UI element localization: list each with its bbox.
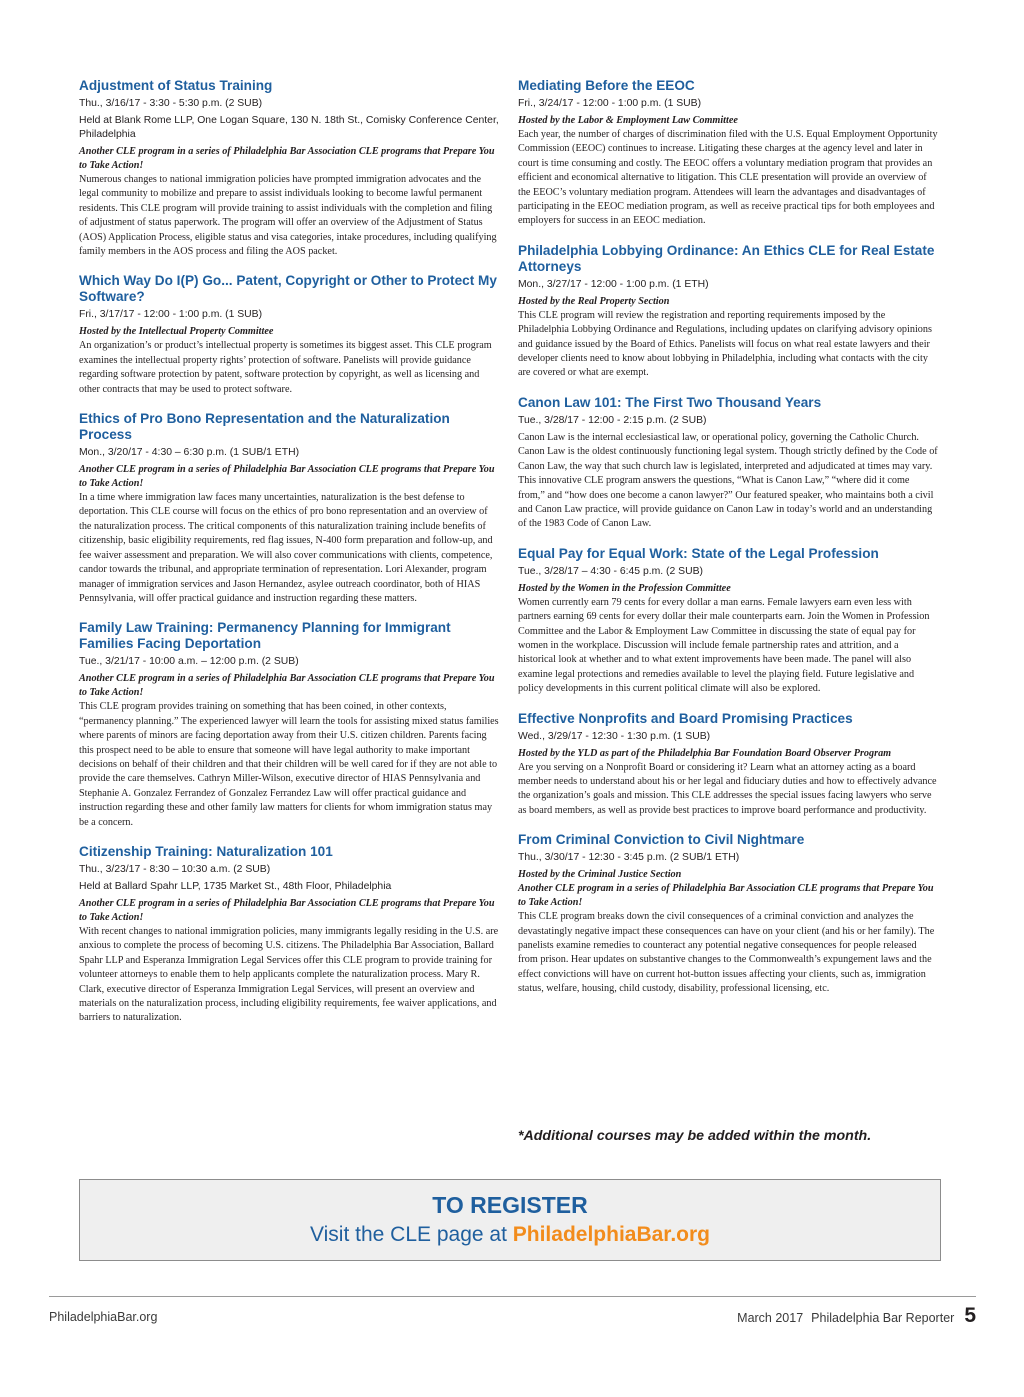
event-date: Fri., 3/17/17 - 12:00 - 1:00 p.m. (1 SUB) xyxy=(79,309,263,321)
event-series-note: Another CLE program in a series of Philadelphia Bar Association CLE programs that Prepare You to Take Action! xyxy=(79,673,495,699)
additional-courses-note: *Additional courses may be added within the month. xyxy=(518,1128,872,1144)
event-location: Held at Ballard Spahr LLP, 1735 Market St., 48th Floor, Philadelphia xyxy=(79,880,392,892)
event-date: Mon., 3/20/17 - 4:30 – 6:30 p.m. (1 SUB/1 ETH) xyxy=(79,447,300,459)
event-date: Tue., 3/28/17 - 12:00 - 2:15 p.m. (2 SUB) xyxy=(518,414,707,426)
left-column xyxy=(79,78,500,1040)
page-number: 5 xyxy=(964,1304,976,1327)
cle-event xyxy=(79,411,500,606)
event-host: Hosted by the Real Property Section xyxy=(518,295,670,307)
event-description: Numerous changes to national immigration policies have prompted immigration advocates and the legal community to mobilize and prepare to assist individuals looking to become lawful permanent residents. This CLE program will provide training to assist individuals with the completion and filing of adjustment of status paperwork. The program will offer an overview of the Adjustment of Status (AOS) Application Process, eligible status and visa categories, intake procedures, including qualifying family members in the AOS process and filing the AOS packet. xyxy=(79,174,497,258)
event-description: With recent changes to national immigration policies, many immigrants legally residing in the U.S. are anxious to complete the process of becoming U.S. citizens. The Philadelphia Bar Association, Ballard Spahr LLP and Esperanza Immigration Legal Services offer this CLE program to provide training for volunteer attorneys to enable them to help applicants complete the naturalization process. Mary R. Clark, executive director of Esperanza Immigration Legal Services, will present an overview and materials on the naturalization process, including eligibility requirements, fee waiver applications, and barriers to naturalization. xyxy=(79,925,499,1024)
event-date: Wed., 3/29/17 - 12:30 - 1:30 p.m. (1 SUB) xyxy=(518,730,711,742)
event-title[interactable]: Effective Nonprofits and Board Promising Practices xyxy=(518,710,853,726)
event-date: Fri., 3/24/17 - 12:00 - 1:00 p.m. (1 SUB) xyxy=(518,98,702,109)
event-series-note: Another CLE program in a series of Philadelphia Bar Association CLE programs that Prepare You to Take Action! xyxy=(79,897,495,923)
event-series-note: Another CLE program in a series of Philadelphia Bar Association CLE programs that Prepare You to Take Action! xyxy=(518,883,934,909)
cle-event xyxy=(518,243,938,381)
event-title[interactable]: Canon Law 101: The First Two Thousand Years xyxy=(518,394,822,410)
event-description: Women currently earn 79 cents for every dollar a man earns. Female lawyers earn even less with partners earning 69 cents for every dollar their male counterparts earn. Join the Women in Profession Committee and the Labor & Employment Law Committee in discussing the state of equal pay for women in the workplace. Discussion will include female partnership rates and attrition, and a historical look at whether and to what extent improvements have been made. The panel will also examine legal protections and remedies available to level the playing field. Future legislative and policy developments in this current political climate will also be explored. xyxy=(518,596,930,695)
cle-event xyxy=(79,273,500,397)
event-title[interactable]: Family Law Training: Permanency Planning for Immigrant Families Facing Deportation xyxy=(79,620,451,652)
event-host: Hosted by the Labor & Employment Law Committee xyxy=(518,115,738,126)
event-title[interactable]: Ethics of Pro Bono Representation and the Naturalization Process xyxy=(79,411,450,443)
register-prefix: Visit the CLE page at xyxy=(310,1223,513,1246)
event-title[interactable]: From Criminal Conviction to Civil Nightmare xyxy=(518,832,805,848)
event-series-note: Another CLE program in a series of Philadelphia Bar Association CLE programs that Prepare You to Take Action! xyxy=(79,464,495,490)
event-host: Hosted by the Women in the Profession Committee xyxy=(518,582,731,594)
register-heading: TO REGISTER xyxy=(432,1192,588,1218)
event-date: Tue., 3/28/17 – 4:30 - 6:45 p.m. (2 SUB) xyxy=(518,565,704,577)
event-location: Held at Blank Rome LLP, One Logan Square, 130 N. 18th St., Comisky Conference Center, Philadelphia xyxy=(79,115,499,140)
register-link[interactable]: PhiladelphiaBar.org xyxy=(512,1223,710,1246)
footer-publication: Philadelphia Bar Reporter xyxy=(811,1311,955,1325)
cle-event xyxy=(518,395,938,532)
cle-event xyxy=(518,78,938,229)
cle-event xyxy=(79,620,500,830)
event-date: Thu., 3/16/17 - 3:30 - 5:30 p.m. (2 SUB) xyxy=(79,98,263,109)
event-description: Are you serving on a Nonprofit Board or considering it? Learn what an attorney acting as a board member needs to understand about his or her legal and fiduciary duties and how to effectively advance the organization’s goals and mission. This CLE addresses the special issues facing lawyers who serve as board members, as well as provide best practices to improve board performance and productivity. xyxy=(518,761,937,816)
event-description: An organization’s or product’s intellectual property is sometimes its biggest asset. This CLE program examines the intellectual property rights’ protection of software. Panelists will provide guidance regarding software protection by patent, software protection by copyright, as well as licensing and other contracts that may be used to protect software. xyxy=(79,340,492,395)
event-title[interactable]: Adjustment of Status Training xyxy=(79,78,273,93)
event-date: Tue., 3/21/17 - 10:00 a.m. – 12:00 p.m. (2 SUB) xyxy=(79,656,299,668)
event-date: Thu., 3/23/17 - 8:30 – 10:30 a.m. (2 SUB) xyxy=(79,863,271,875)
cle-event xyxy=(518,546,938,697)
cle-event xyxy=(79,844,500,1026)
event-description: This CLE program breaks down the civil consequences of a criminal conviction and analyzes the devastatingly negative impact these consequences can have on your client (and his or her family). The panelists examine remedies to counteract any potential negative consequences for people released from prison. Hear updates on substantive changes to the Commonwealth’s expungement laws and the effect convictions will have on current hot-button issues affecting your clients, such as, immigration status, welfare, housing, child custody, disability, professional licensing, etc. xyxy=(518,911,935,995)
cle-event xyxy=(79,78,500,259)
event-description: Each year, the number of charges of discrimination filed with the U.S. Equal Employment Opportunity Commission (EEOC) continues to increase. Litigating these charges at the agency level and later in court is time consuming and costly. The EEOC offers a voluntary mediation program that provides an efficient and economical alternative to litigation. This CLE presentation will provide an overview of the EEOC’s voluntary mediation program. Attendees will learn the advantages and disadvantages of participating in the EEOC mediation program, as well as receive practical tips for both employees and employers for success in an EEOC mediation. xyxy=(518,129,938,227)
event-title[interactable]: Philadelphia Lobbying Ordinance: An Ethics CLE for Real Estate Attorneys xyxy=(518,242,935,274)
register-line xyxy=(80,1221,940,1249)
event-description: This CLE program will review the registration and reporting requirements imposed by the Philadelphia Lobbying Ordinance and Regulations, including updates on clarifying advisory opinions and guidance issued by the Board of Ethics. Panelists will focus on what real estate lawyers and their developer clients need to know about lobbying in Philadelphia, including what contacts with the city are covered or what are exempt. xyxy=(518,309,932,379)
event-title[interactable]: Which Way Do I(P) Go... Patent, Copyright or Other to Protect My Software? xyxy=(79,273,497,305)
event-description: In a time where immigration law faces many uncertainties, naturalization is the best defense to deportation. This CLE course will focus on the ethics of pro bono representation and an overview of the naturalization process. The critical components of this naturalization training include benefits of citizenship, basic eligibility requirements, red flag issues, N-400 form preparation and follow-up, and fee waiver assessment and preparation. We will also cover communications with clients, competence, candor towards the tribunal, and appropriate termination of representation. Lori Alexander, program manager of immigration services and Jason Hernandez, asylee outreach coordinator, both of HIAS Pennsylvania, will offer practical guidance and instruction regarding these matters. xyxy=(79,492,493,604)
footer-info xyxy=(737,1304,976,1328)
event-host: Hosted by the Criminal Justice Section xyxy=(518,869,682,881)
event-description: Canon Law is the internal ecclesiastical law, or operational policy, governing the Catholic Church. Canon Law is the oldest continuously functioning legal system. Though strictly defined by the Code of Canon Law, the way that such church law is legislated, interpreted and adjudicated at times may vary. This innovative CLE program answers the questions, “What is Canon Law,” “where did it come from,” and “how does one become a canon lawyer?” Our featured speaker, who maintains both a civil and Canon Law practice, will provide guidance on Canon Law in today’s world and an understanding of the 1983 Code of Canon Law. xyxy=(518,431,938,530)
cle-event xyxy=(518,711,938,819)
footer-divider xyxy=(49,1296,976,1297)
event-series-note: Another CLE program in a series of Philadelphia Bar Association CLE programs that Prepare You to Take Action! xyxy=(79,146,495,171)
footer-issue: March 2017 xyxy=(737,1311,804,1325)
event-title[interactable]: Equal Pay for Equal Work: State of the Legal Profession xyxy=(518,545,879,561)
event-host: Hosted by the YLD as part of the Philadelphia Bar Foundation Board Observer Program xyxy=(518,747,892,759)
event-title[interactable]: Citizenship Training: Naturalization 101 xyxy=(79,843,333,859)
event-description: This CLE program provides training on something that has been coined, in other contexts, “permanency planning.” The experienced lawyer will learn the tools for assisting mixed status families where parents of minors are facing deportation away from their U.S. citizen children. Parents facing this prospect need to be able to ensure that someone will have legal authority to make important decisions on behalf of their children and that their children will be well cared for if they are not able to provide the care themselves. Cathryn Miller-Wilson, executive director of HIAS Pennsylvania and Stephanie A. Gonzalez Ferrandez of Gonzalez Ferrandez Law will offer practical guidance and instruction regarding these and other family law matters for clients for whom immigration status may be a concern. xyxy=(79,701,499,828)
cle-event xyxy=(518,832,938,996)
event-date: Mon., 3/27/17 - 12:00 - 1:00 p.m. (1 ETH) xyxy=(518,278,709,290)
footer-site[interactable]: PhiladelphiaBar.org xyxy=(49,1310,158,1324)
event-title[interactable]: Mediating Before the EEOC xyxy=(518,78,695,93)
right-column xyxy=(518,78,938,1011)
event-host: Hosted by the Intellectual Property Committee xyxy=(79,326,274,338)
register-box xyxy=(79,1179,941,1261)
event-date: Thu., 3/30/17 - 12:30 - 3:45 p.m. (2 SUB/1 ETH) xyxy=(518,852,740,864)
